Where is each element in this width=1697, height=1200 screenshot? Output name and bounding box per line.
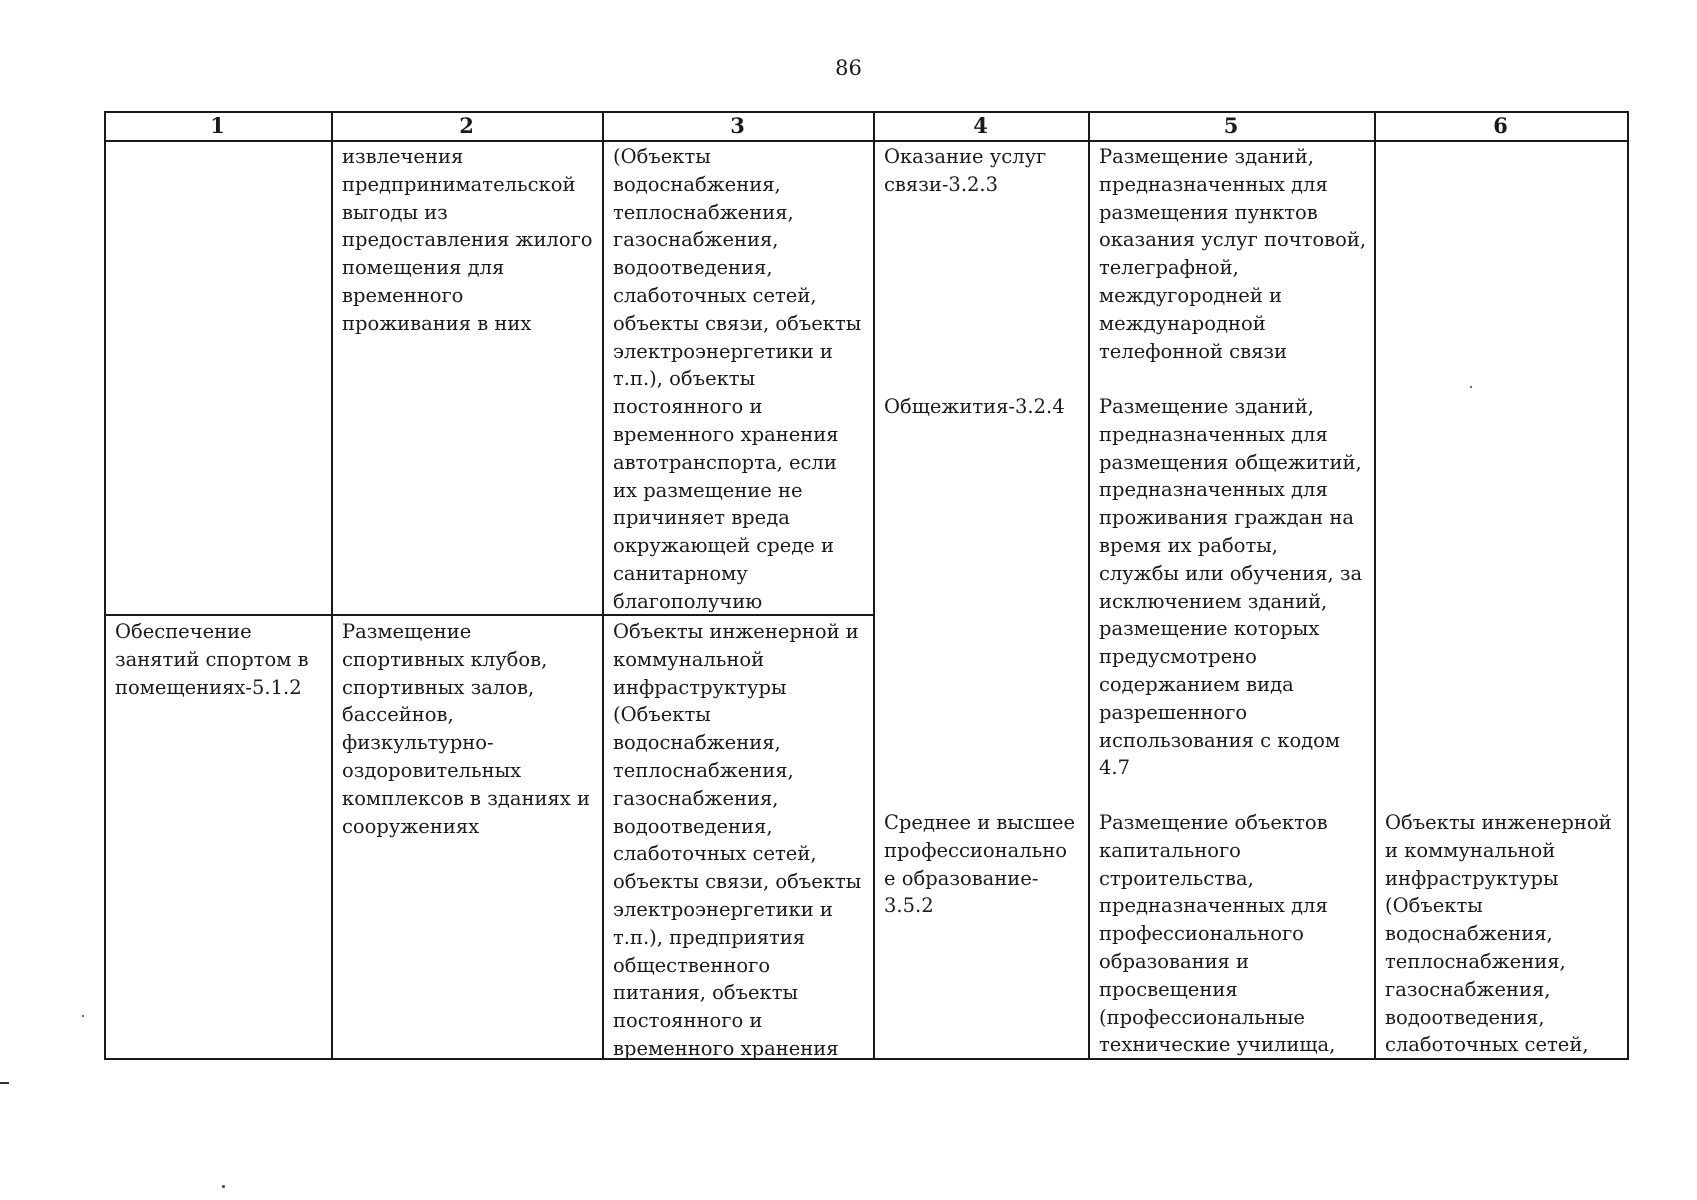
table-cell: Размещение зданий, предназначенных для размещения общежитий, предназначенных для проживания граждан на время их работы, службы или обучения, за исключением зданий, размещение которых предусмотрено содержанием вида разрешенного использования с кодом 4.7 (1099, 395, 1363, 780)
table-right-border (1627, 111, 1629, 1060)
column-header: 1 (210, 113, 225, 138)
table-cell: (Объекты водоснабжения, теплоснабжения, газоснабжения, водоотведения, слаботочных сетей, объекты связи, объекты электроэнергетики и т.п.), объекты постоянного и временного хранения автотранспорта, если их размещение не причиняет вреда окружающей среде и санитарному благополучию (613, 145, 862, 613)
header-bottom-border (104, 140, 1629, 142)
scan-speck (1470, 386, 1472, 388)
scan-speck (82, 1015, 84, 1017)
table-cell: Размещение зданий, предназначенных для размещения пунктов оказания услуг почтовой, телеграфной, междугородней и международной телефонной связи (1099, 145, 1367, 363)
table-cell: извлечения предпринимательской выгоды из предоставления жилого помещения для временного проживания в них (342, 145, 593, 335)
scan-speck (222, 1185, 225, 1188)
scan-mark (0, 1082, 9, 1084)
table-cell: Оказание услуг связи-3.2.3 (884, 145, 1047, 196)
page-number: 86 (835, 56, 862, 80)
row-divider (104, 614, 874, 616)
table-cell: Обеспечение занятий спортом в помещениях-5.1.2 (115, 620, 309, 699)
column-header: 6 (1493, 113, 1508, 138)
column-header: 5 (1223, 113, 1239, 138)
table-cell: Объекты инженерной и коммунальной инфраструктуры (Объекты водоснабжения, теплоснабжения, газоснабжения, водоотведения, слаботочных сетей, объекты связи, объекты электроэнергетики и т.п.), предприятия общественного питания, объекты постоянного и временного хранения (613, 620, 862, 1058)
table-cell: Среднее и высшее профессионально е образование- 3.5.2 (884, 811, 1076, 918)
table-cell: Объекты инженерной и коммунальной инфраструктуры (Объекты водоснабжения, теплоснабжения, газоснабжения, водоотведения, слаботочных сетей, (1385, 811, 1612, 1057)
column-header: 4 (973, 113, 988, 138)
table-cell: Общежития-3.2.4 (884, 395, 1065, 418)
table-cell: Размещение спортивных клубов, спортивных залов, бассейнов, физкультурно- оздоровительных комплексов в зданиях и сооружениях (342, 620, 590, 838)
column-header: 3 (730, 113, 745, 138)
table-cell: Размещение объектов капитального строительства, предназначенных для профессионального образования и просвещения (профессиональные технические училища, (1099, 811, 1336, 1057)
land-use-table (104, 111, 1629, 1060)
table-bottom-border (104, 1058, 1629, 1060)
column-header: 2 (459, 113, 474, 138)
